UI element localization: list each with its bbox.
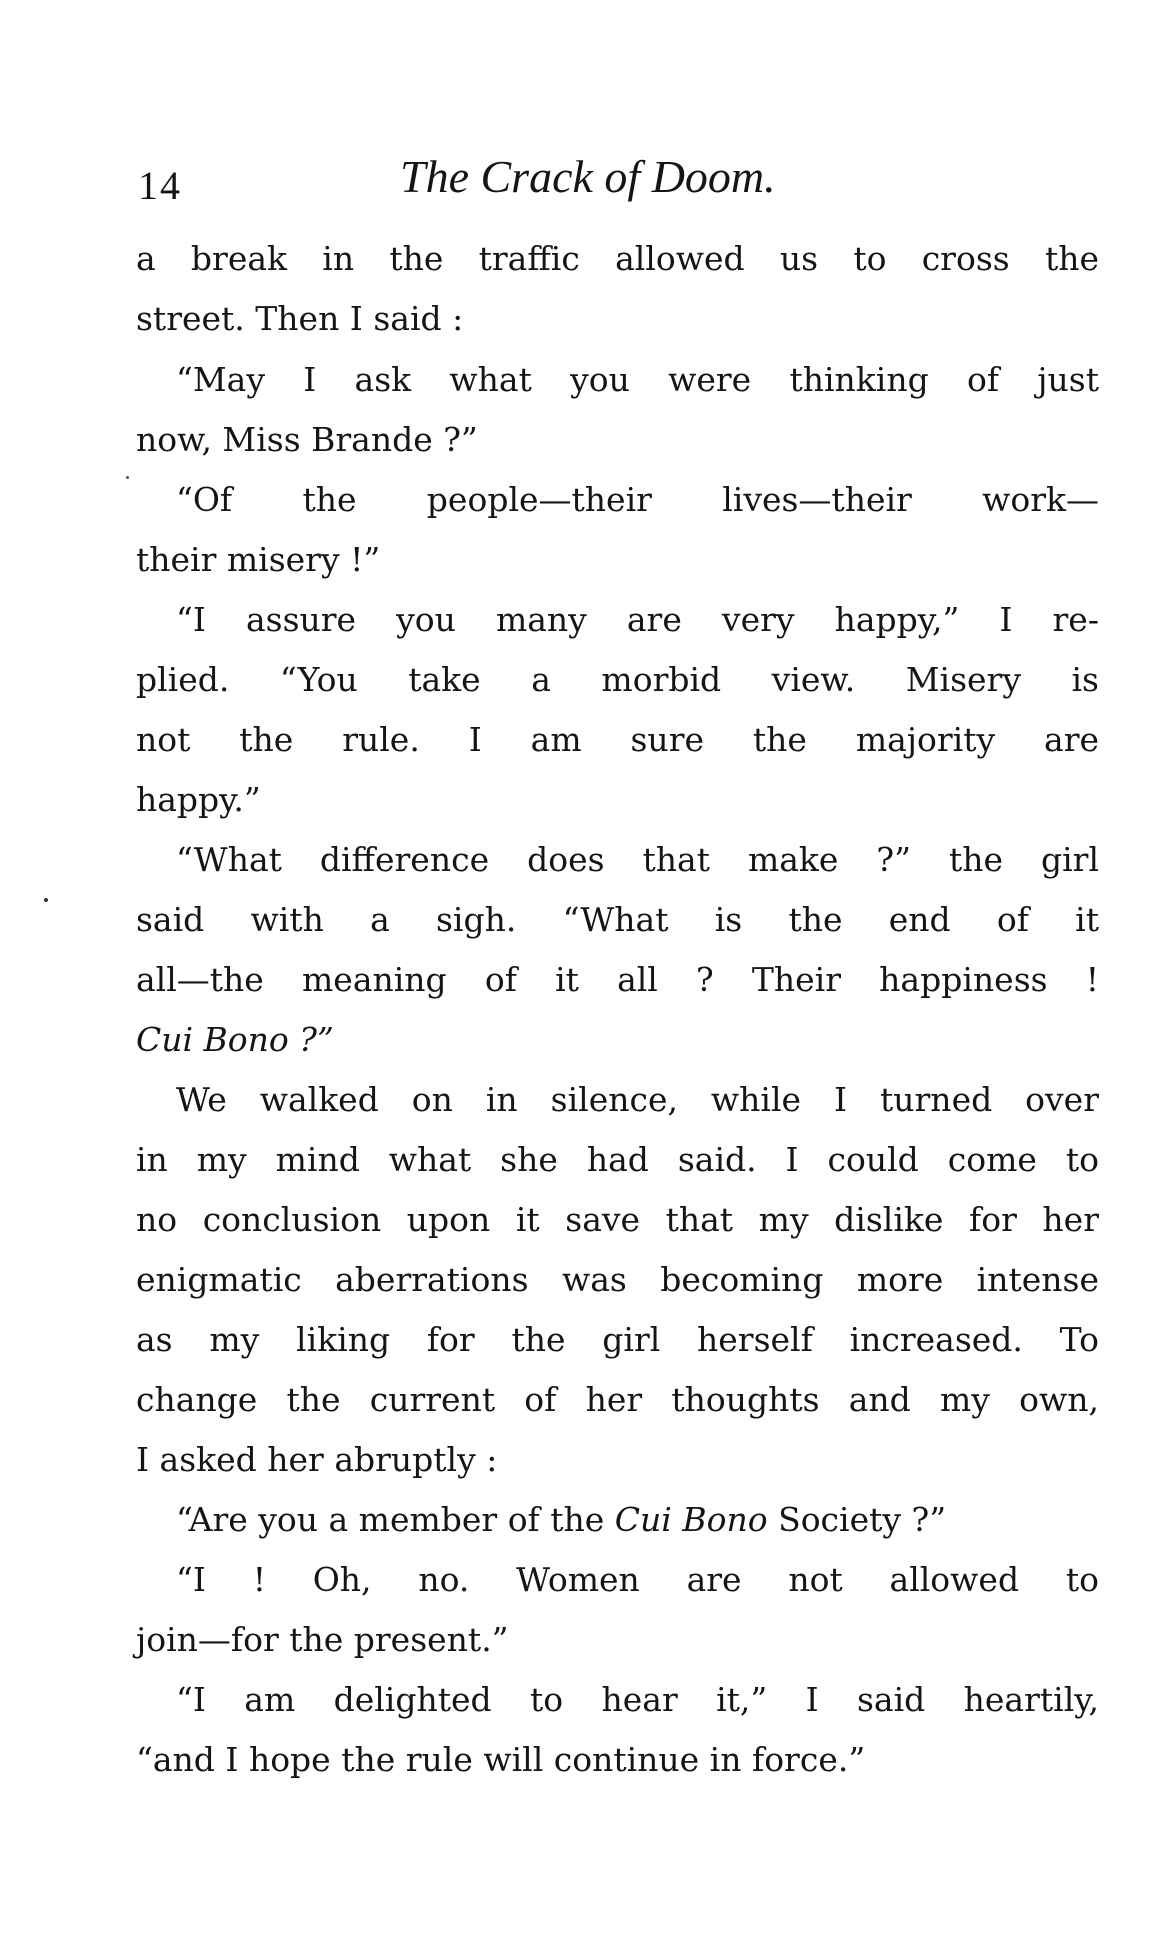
text-line: “Of the people—their lives—their work— <box>176 480 1099 519</box>
text-line: their misery !” <box>136 540 381 579</box>
text-span: “Are you a member of the <box>176 1500 615 1539</box>
text-line: plied. “You take a morbid view. Misery is <box>136 660 1099 699</box>
text-line: join—for the present.” <box>136 1620 509 1659</box>
text-line: change the current of her thoughts and my own, <box>136 1380 1099 1419</box>
text-line: in my mind what she had said. I could come to <box>136 1140 1099 1179</box>
text-line: Cui Bono ?” <box>136 1020 334 1059</box>
text-line: enigmatic aberrations was becoming more intense <box>136 1260 1099 1299</box>
text-line: “I assure you many are very happy,” I re- <box>176 600 1099 639</box>
ink-speck <box>126 476 129 479</box>
text-line: no conclusion upon it save that my dislike for her <box>136 1200 1099 1239</box>
text-line: a break in the traffic allowed us to cross the <box>136 239 1099 278</box>
text-line: I asked her abruptly : <box>136 1440 498 1479</box>
text-line: all—the meaning of it all ? Their happiness ! <box>136 960 1099 999</box>
text-line <box>176 1498 1099 1542</box>
text-line: We walked on in silence, while I turned over <box>176 1080 1099 1119</box>
text-line: “I ! Oh, no. Women are not allowed to <box>176 1560 1099 1599</box>
ink-speck <box>44 898 48 902</box>
text-line: “What difference does that make ?” the girl <box>176 840 1099 879</box>
text-line: said with a sigh. “What is the end of it <box>136 900 1099 939</box>
text-line: not the rule. I am sure the majority are <box>136 720 1099 759</box>
text-line: as my liking for the girl herself increased. To <box>136 1320 1099 1359</box>
text-line: street. Then I said : <box>136 299 464 338</box>
text-line: happy.” <box>136 780 261 819</box>
running-title: The Crack of Doom. <box>400 151 776 202</box>
page-number: 14 <box>138 163 182 208</box>
text-line: “and I hope the rule will continue in force.” <box>136 1740 866 1779</box>
society-name: Cui Bono <box>614 1500 768 1539</box>
text-span: Society ?” <box>767 1500 947 1539</box>
text-line: “I am delighted to hear it,” I said heartily, <box>176 1680 1099 1719</box>
page-header <box>0 150 1172 210</box>
text-line: now, Miss Brande ?” <box>136 420 478 459</box>
text-line: “May I ask what you were thinking of just <box>176 360 1099 399</box>
